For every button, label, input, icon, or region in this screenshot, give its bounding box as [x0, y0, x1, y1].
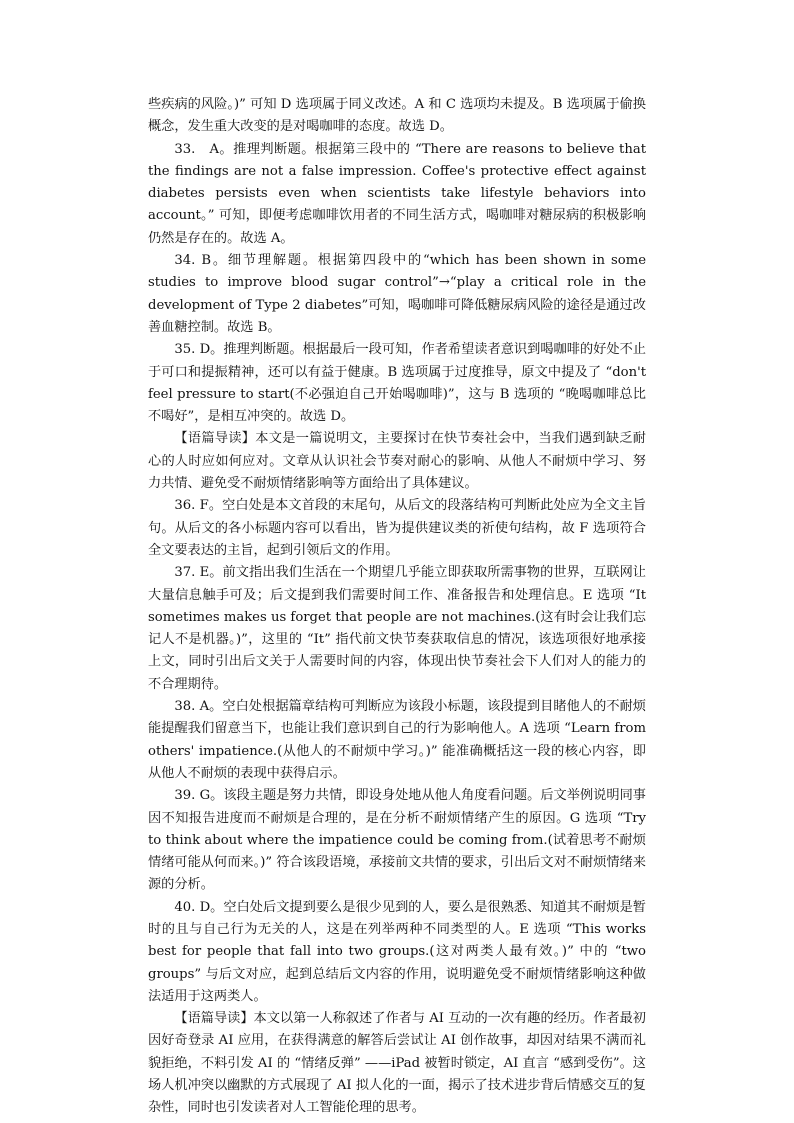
paragraph-answer-33: 33. A。推理判断题。根据第三段中的 “There are reasons to believe that the findings are not a false impression. Coffee's protective effect against diabetes persists even when scientists take lifestyle behaviors into account。” 可知，即便考虑咖啡饮用者的不同生活方式，喝咖啡对糖尿病的积极影响仍然是存在的。故选 A。	[148, 141, 646, 246]
paragraph-answer-32-continued: 些疾病的风险。)” 可知 D 选项属于同义改述。A 和 C 选项均未提及。B 选项属于偷换概念，发生重大改变的是对喝咖啡的态度。故选 D。	[148, 97, 646, 135]
paragraph-reading-guide-1: 【语篇导读】本文是一篇说明文，主要探讨在快节奏社会中，当我们遇到缺乏耐心的人时应如何应对。文章从认识社会节奏对耐心的影响、从他人不耐烦中学习、努力共情、避免受不耐烦情绪影响等方面给出了具体建议。	[148, 431, 646, 492]
paragraph-answer-37: 37. E。前文指出我们生活在一个期望几乎能立即获取所需事物的世界，互联网让大量信息触手可及；后文提到我们需要时间工作、准备报告和处理信息。E 选项 “It sometimes makes us forget that people are not machines.(这有时会让我们忘记人不是机器。)”，这里的 “It” 指代前文快节奏获取信息的情况，该选项很好地承接上文，同时引出后文关于人需要时间的内容，体现出快节奏社会下人们对人的能力的不合理期待。	[148, 565, 646, 692]
paragraph-answer-34: 34. B。细节理解题。根据第四段中的“which has been shown in some studies to improve blood sugar control”→“play a critical role in the development of Type 2 diabetes”可知，喝咖啡可降低糖尿病风险的途径是通过改善血糖控制。故选 B。	[148, 253, 646, 335]
paragraph-reading-guide-2: 【语篇导读】本文以第一人称叙述了作者与 AI 互动的一次有趣的经历。作者最初因好奇登录 AI 应用，在获得满意的解答后尝试让 AI 创作故事，却因对结果不满而礼貌拒绝，不料引发 AI 的 “情绪反弹” ——iPad 被暂时锁定，AI 直言 “感到受伤”。这场人机冲突以幽默的方式展现了 AI 拟人化的一面，揭示了技术进步背后情感交互的复杂性，同时也引发读者对人工智能伦理的思考。	[148, 1011, 646, 1116]
paragraph-answer-35: 35. D。推理判断题。根据最后一段可知，作者希望读者意识到喝咖啡的好处不止于可口和提振精神，还可以有益于健康。B 选项属于过度推导，原文中提及了 “don't feel pressure to start(不必强迫自己开始喝咖啡)”，这与 B 选项的 “晚喝咖啡总比不喝好”，是相互冲突的。故选 D。	[148, 342, 646, 425]
paragraph-answer-39: 39. G。该段主题是努力共情，即设身处地从他人角度看问题。后文举例说明同事因不知报告进度而不耐烦是合理的，是在分析不耐烦情绪产生的原因。G 选项 “Try to think about where the impatience could be coming from.(试着思考不耐烦情绪可能从何而来。)” 符合该段语境，承接前文共情的要求，引出后文对不耐烦情绪来源的分析。	[148, 788, 646, 893]
paragraph-answer-40: 40. D。空白处后文提到要么是很少见到的人，要么是很熟悉、知道其不耐烦是暂时的且与自己行为无关的人，这是在列举两种不同类型的人。E 选项 “This works best for people that fall into two groups.(这对两类人最有效。)” 中的 “two groups” 与后文对应，起到总结后文内容的作用，说明避免受不耐烦情绪影响这种做法适用于这两类人。	[148, 899, 646, 1004]
paragraph-answer-36: 36. F。空白处是本文首段的末尾句，从后文的段落结构可判断此处应为全文主旨句。从后文的各小标题内容可以看出，皆为提供建议类的祈使句结构，故 F 选项符合全文要表达的主旨，起到引领后文的作用。	[148, 498, 646, 558]
paragraph-answer-38: 38. A。空白处根据篇章结构可判断应为该段小标题，该段提到目睹他人的不耐烦能提醒我们留意当下，也能让我们意识到自己的行为影响他人。A 选项 “Learn from others' impatience.(从他人的不耐烦中学习。)” 能准确概括这一段的核心内容，即从他人不耐烦的表现中获得启示。	[148, 699, 646, 781]
